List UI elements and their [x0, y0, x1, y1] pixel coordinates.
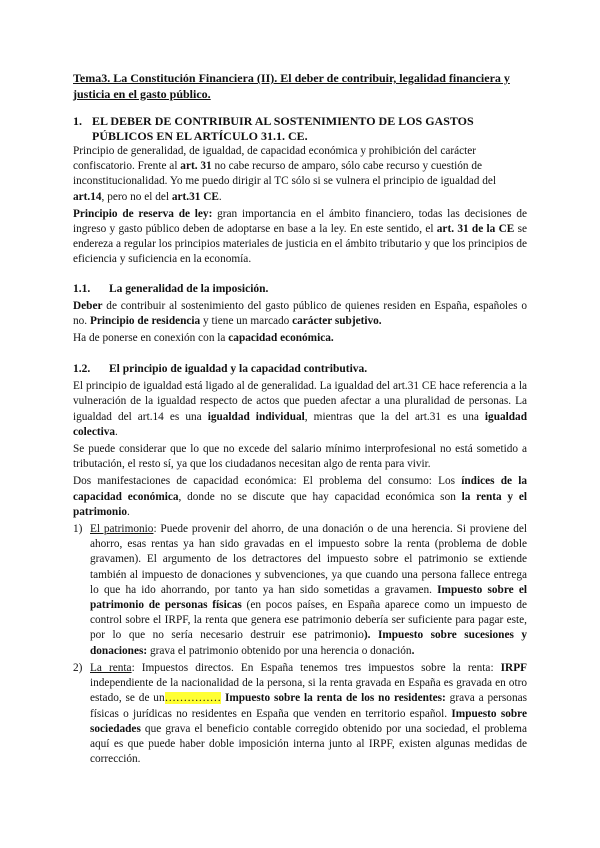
patrimonio-label: El patrimonio [90, 523, 154, 536]
section-1-heading [73, 114, 527, 143]
highlighted-ellipsis: …………… [164, 692, 222, 705]
section-1-paragraph-1: Principio de generalidad, de igualdad, de capacidad económica y prohibición del carácter confiscatorio. Frente al art. 31 no cabe recurso de amparo, sólo cabe recurso y cuestión de inconstitucionalidad. Yo me puedo dirigir al TC sólo si se vulnera el principio de igualdad del art.14, pero no el del art.31 CE. [73, 145, 497, 203]
section-1-2-title: El principio de igualdad y la capacidad contributiva. [109, 363, 368, 376]
list-marker: 2) [73, 661, 83, 674]
section-1-2-paragraph-1: El principio de igualdad está ligado al de generalidad. La igualdad del art.31 CE hace referencia a la vulneración de la igualdad respecto de actos que pueden afectar a una pluralidad de personas. La igualdad del art.14 es una igualdad individual, mientras que la del art.31 es una igualdad colectiva. [73, 380, 527, 438]
renta-label: La renta [90, 661, 132, 674]
section-1-2-heading [73, 362, 527, 377]
section-1-1-title: La generalidad de la imposición. [109, 282, 269, 295]
section-1-paragraph-2: Principio de reserva de ley: gran importancia en el ámbito financiero, todas las decisiones de ingreso y gasto público deben de adoptarse en base a la ley. En este sentido, el art. 31 de la CE se endereza a regular los principios materiales de justicia en el ámbito tributario y que los principios de eficiencia y suficiencia en la economía. [73, 207, 527, 266]
list-item-patrimonio [73, 522, 527, 659]
section-1-title: EL DEBER DE CONTRIBUIR AL SOSTENIMIENTO DE LOS GASTOS PÚBLICOS EN EL ARTÍCULO 31.1. CE. [92, 114, 474, 143]
document-title: Tema3. La Constitución Financiera (II). El deber de contribuir, legalidad financiera y justicia en el gasto público. [73, 71, 510, 101]
list-marker: 1) [73, 523, 83, 536]
list-item-renta [73, 661, 527, 767]
section-1-1-number: 1.1. [73, 282, 91, 295]
section-1-number: 1. [73, 114, 82, 128]
section-1-2-number: 1.2. [73, 363, 91, 376]
section-1-2-paragraph-2: Se puede considerar que lo que no excede del salario mínimo interprofesional no está sometido a tributación, el resto sí, ya que los ciudadanos necesitan algo de renta para vivir. [73, 443, 527, 471]
patrimonio-paragraph: El patrimonio: Puede provenir del ahorro, de una donación o de una herencia. Si proviene del ahorro, esas rentas ya han sido gravadas en el impuesto sobre la renta (problema de doble gravamen). El argumento de los detractores del impuesto sobre el patrimonio se extiende también al impuesto de donaciones y subvenciones, ya que cuando una persona fallece entrega lo que ha ido ahorrando, por tanto ya han sido sometidas a gravamen. Impuesto sobre el patrimonio de personas físicas (en pocos países, en España aparece como un impuesto de control sobre el IRPF, la renta que genera ese patrimonio debería ser suficiente para pagar este, por lo que no sería necesario destruir ese patrimonio). Impuesto sobre sucesiones y donaciones: grava el patrimonio obtenido por una herencia o donación. [90, 523, 528, 657]
section-1-1-paragraph-2: Ha de ponerse en conexión con la capacidad económica. [73, 332, 334, 345]
section-1-2-paragraph-3: Dos manifestaciones de capacidad económica: El problema del consumo: Los índices de la capacidad económica, donde no se discute que hay capacidad económica son la renta y el patrimonio. [73, 475, 528, 518]
section-1-1-heading [73, 282, 527, 297]
renta-paragraph: La renta: Impuestos directos. En España tenemos tres impuestos sobre la renta: IRPF independiente de la nacionalidad de la persona, si la renta gravada en España es gravada en otro estado, se de un…………… Impuesto sobre la renta de los no residentes: grava a personas físicas o jurídicas no residentes en España que venden en territorio español. Impuesto sobre sociedades que grava el beneficio contable corregido obtenido por una sociedad, el problema aquí es que puede haber doble imposición interna junto al IRPF, existen algunas medidas de corrección. [90, 661, 528, 766]
section-1-1-paragraph-1: Deber de contribuir al sostenimiento del gasto público de quienes residen en España, españoles o no. Principio de residencia y tiene un marcado carácter subjetivo. [73, 299, 527, 327]
